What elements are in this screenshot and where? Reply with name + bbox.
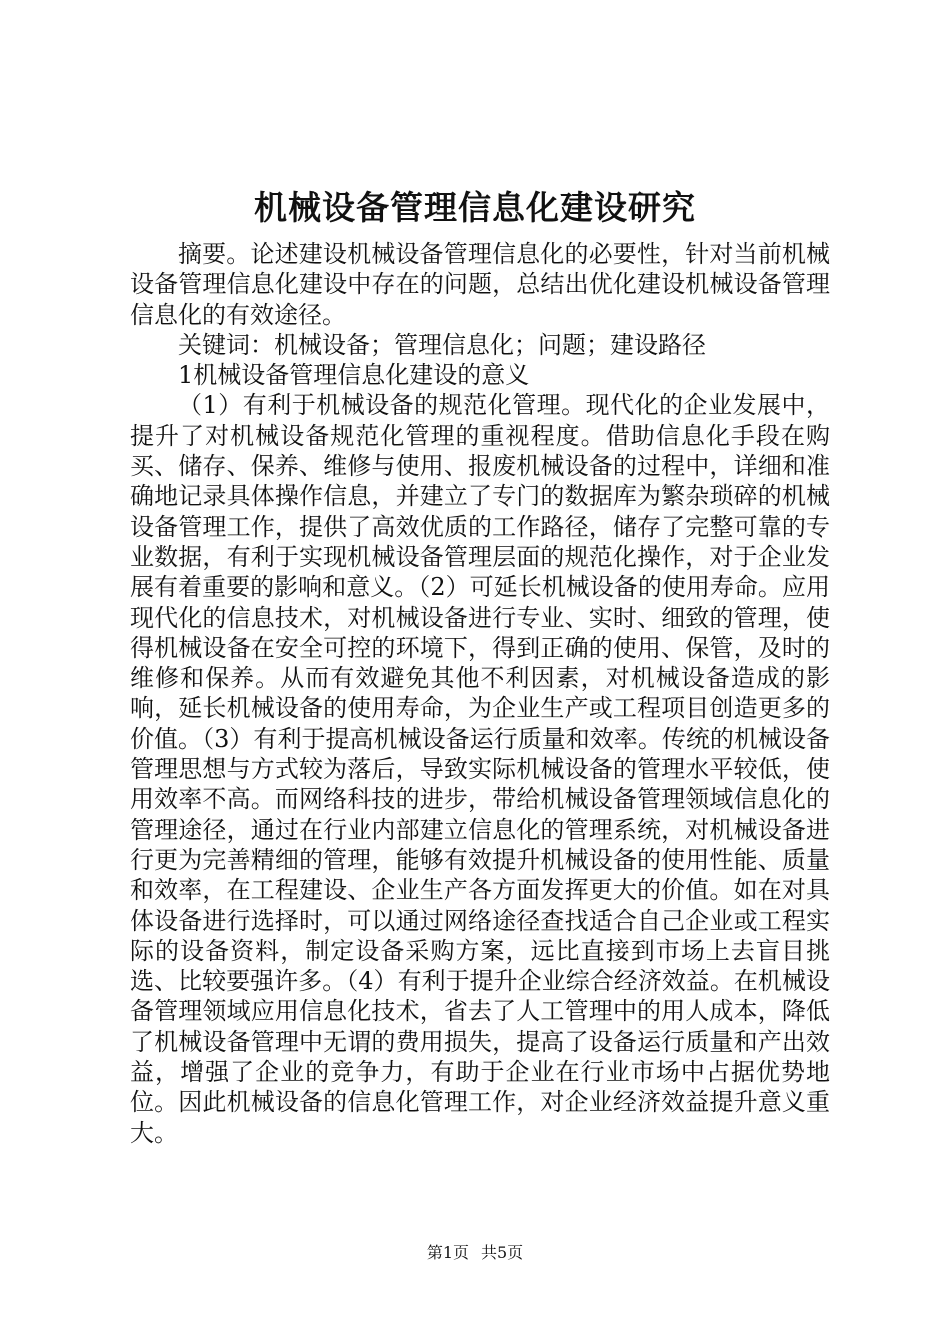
document-body (130, 239, 830, 1148)
abstract-paragraph: 摘要。论述建设机械设备管理信息化的必要性，针对当前机械设备管理信息化建设中存在的问题，总结出优化建设机械设备管理信息化的有效途径。 (130, 240, 830, 329)
document-title: 机械设备管理信息化建设研究 (254, 188, 696, 227)
page-footer (0, 1243, 950, 1263)
page-number: 第1页 (426, 1243, 469, 1262)
page-total: 共5页 (481, 1243, 524, 1262)
keywords-paragraph: 关键词：机械设备；管理信息化；问题；建设路径 (178, 330, 706, 359)
body-paragraph: （1）有利于机械设备的规范化管理。现代化的企业发展中，提升了对机械设备规范化管理的重视程度。借助信息化手段在购买、储存、保养、维修与使用、报废机械设备的过程中，详细和准确地记录具体操作信息，并建立了专门的数据库为繁杂琐碎的机械设备管理工作，提供了高效优质的工作路径，储存了完整可靠的专业数据，有利于实现机械设备管理层面的规范化操作，对于企业发展有着重要的影响和意义。（2）可延长机械设备的使用寿命。应用现代化的信息技术，对机械设备进行专业、实时、细致的管理，使得机械设备在安全可控的环境下，得到正确的使用、保管，及时的维修和保养。从而有效避免其他不利因素，对机械设备造成的影响，延长机械设备的使用寿命，为企业生产或工程项目创造更多的价值。（3）有利于提高机械设备运行质量和效率。传统的机械设备管理思想与方式较为落后，导致实际机械设备的管理水平较低，使用效率不高。而网络科技的进步，带给机械设备管理领域信息化的管理途径，通过在行业内部建立信息化的管理系统，对机械设备进行更为完善精细的管理，能够有效提升机械设备的使用性能、质量和效率，在工程建设、企业生产各方面发挥更大的价值。如在对具体设备进行选择时，可以通过网络途径查找适合自己企业或工程实际的设备资料，制定设备采购方案，远比直接到市场上去盲目挑选、比较要强许多。（4）有利于提升企业综合经济效益。在机械设备管理领域应用信息化技术，省去了人工管理中的用人成本，降低了机械设备管理中无谓的费用损失，提高了设备运行质量和产出效益，增强了企业的竞争力，有助于企业在行业市场中占据优势地位。因此机械设备的信息化管理工作，对企业经济效益提升意义重大。 (130, 391, 830, 1147)
section-heading: 1机械设备管理信息化建设的意义 (178, 361, 530, 390)
